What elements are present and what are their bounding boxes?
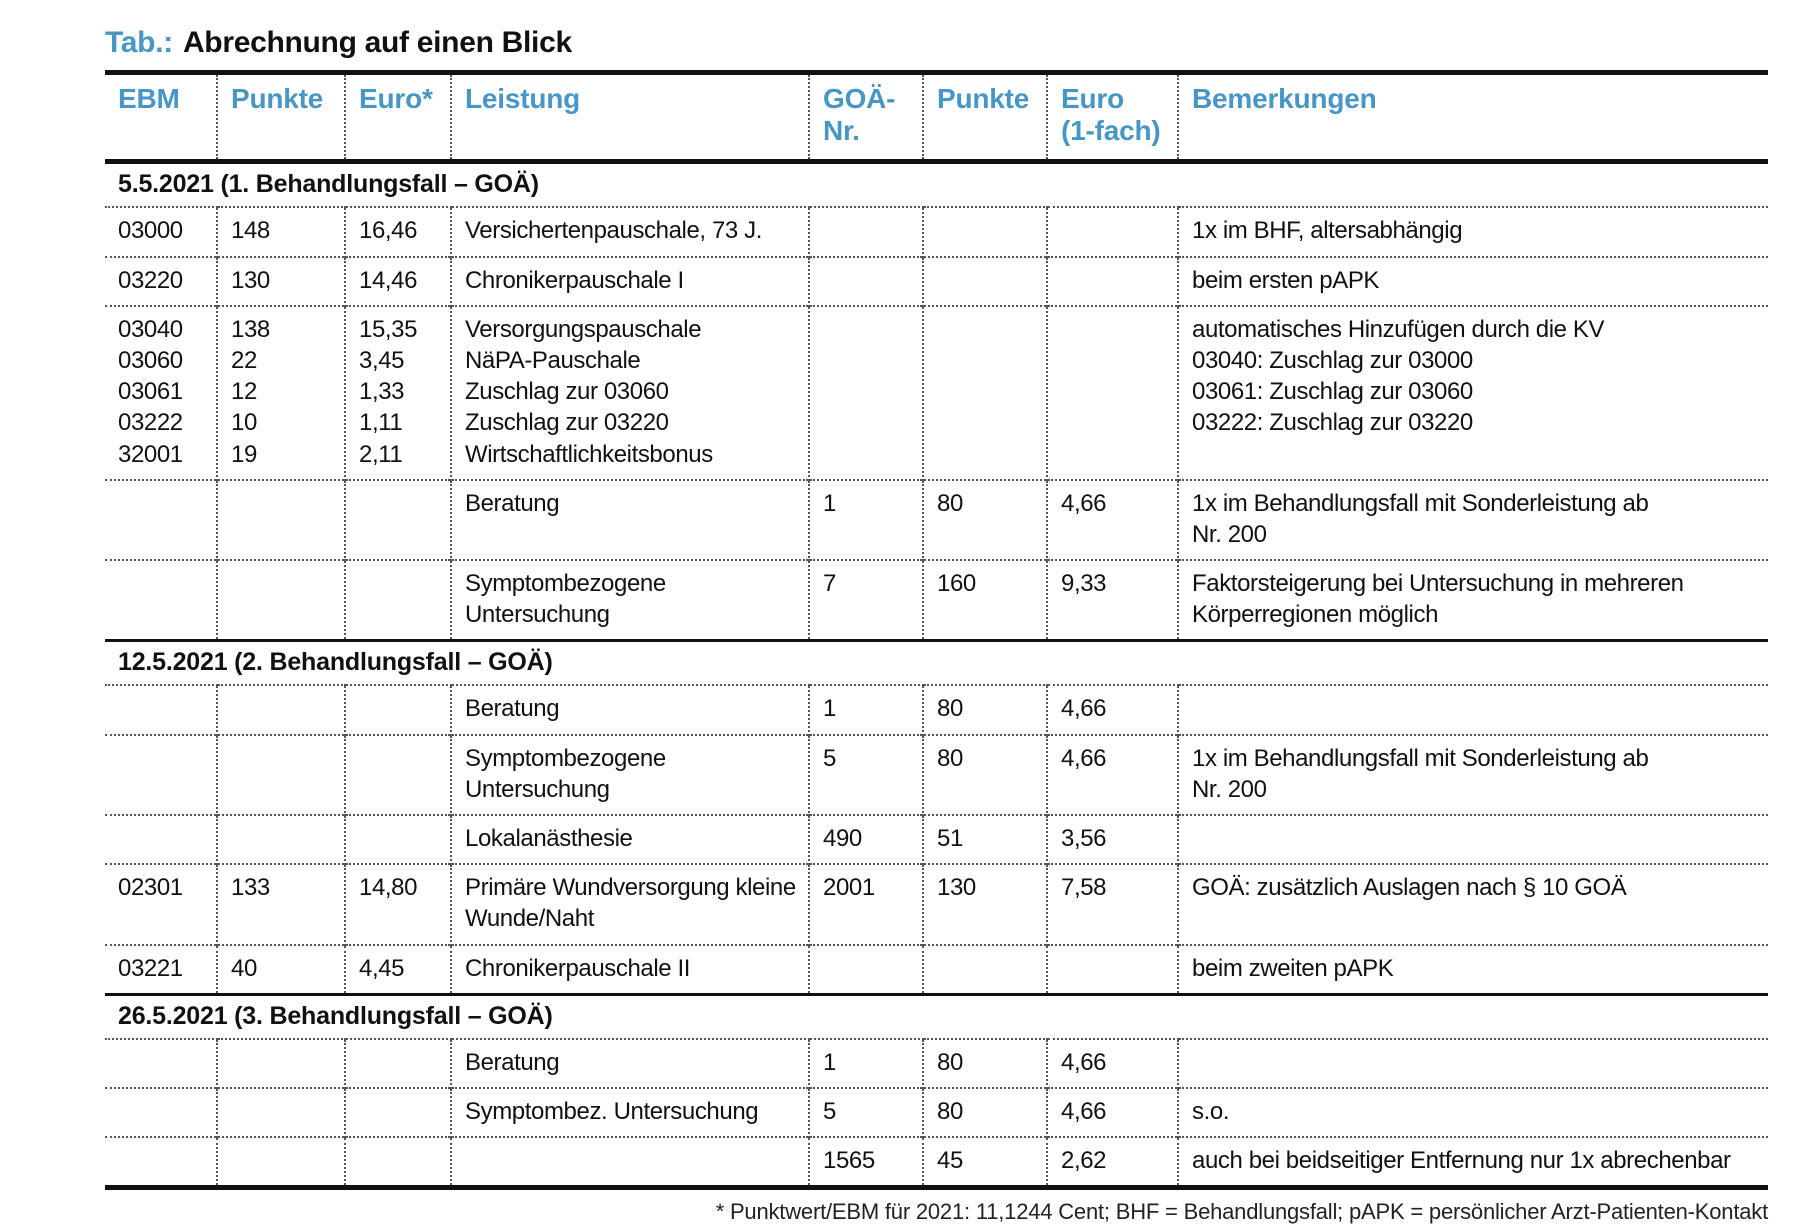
cell-punkte-goae (923, 945, 1047, 995)
cell-goae-nr: 7 (809, 560, 923, 641)
cell-euro-goae: 9,33 (1047, 560, 1178, 641)
column-header-euro-ebm: Euro* (345, 73, 451, 162)
cell-punkte-ebm (217, 735, 345, 815)
column-header-bemerkungen: Bemerkungen (1178, 73, 1768, 162)
cell-punkte-goae: 130 (923, 864, 1047, 944)
cell-ebm: 03220 (105, 257, 217, 306)
cell-goae-nr: 2001 (809, 864, 923, 944)
cell-bemerkungen: beim ersten pAPK (1178, 257, 1768, 306)
cell-goae-nr: 490 (809, 815, 923, 864)
cell-punkte-goae (923, 257, 1047, 306)
cell-punkte-goae: 80 (923, 1088, 1047, 1137)
cell-euro-goae: 4,66 (1047, 1088, 1178, 1137)
cell-punkte-goae: 51 (923, 815, 1047, 864)
cell-euro-ebm (345, 1137, 451, 1188)
cell-punkte-ebm: 133 (217, 864, 345, 944)
cell-ebm: 03040 03060 03061 03222 32001 (105, 306, 217, 480)
cell-punkte-goae: 45 (923, 1137, 1047, 1188)
cell-leistung: Primäre Wundversorgung kleine Wunde/Naht (451, 864, 809, 944)
cell-leistung: Versichertenpauschale, 73 J. (451, 207, 809, 256)
cell-euro-goae: 2,62 (1047, 1137, 1178, 1188)
cell-euro-goae: 4,66 (1047, 735, 1178, 815)
cell-bemerkungen: Faktorsteigerung bei Untersuchung in mehreren Körperregionen möglich (1178, 560, 1768, 641)
table-row (105, 685, 1768, 734)
cell-euro-goae: 4,66 (1047, 1039, 1178, 1088)
table-row (105, 480, 1768, 560)
cell-punkte-goae: 80 (923, 735, 1047, 815)
table-row (105, 560, 1768, 641)
cell-euro-ebm (345, 480, 451, 560)
cell-euro-ebm (345, 1088, 451, 1137)
cell-punkte-ebm (217, 480, 345, 560)
cell-euro-goae (1047, 207, 1178, 256)
billing-table (105, 70, 1768, 1190)
cell-bemerkungen: 1x im BHF, altersabhängig (1178, 207, 1768, 256)
table-row (105, 207, 1768, 256)
table-body (105, 162, 1768, 1188)
cell-ebm (105, 560, 217, 641)
cell-bemerkungen (1178, 685, 1768, 734)
cell-euro-goae: 7,58 (1047, 864, 1178, 944)
cell-leistung: Versorgungspauschale NäPA-Pauschale Zuschlag zur 03060 Zuschlag zur 03220 Wirtschaftlichkeitsbonus (451, 306, 809, 480)
cell-goae-nr: 1 (809, 685, 923, 734)
cell-ebm: 03221 (105, 945, 217, 995)
cell-leistung: Chronikerpauschale I (451, 257, 809, 306)
cell-leistung (451, 1137, 809, 1188)
cell-ebm (105, 1039, 217, 1088)
cell-punkte-ebm (217, 1039, 345, 1088)
cell-ebm (105, 685, 217, 734)
cell-euro-goae: 4,66 (1047, 480, 1178, 560)
cell-euro-goae (1047, 945, 1178, 995)
cell-punkte-ebm (217, 815, 345, 864)
cell-punkte-ebm (217, 1137, 345, 1188)
table-row (105, 864, 1768, 944)
table-row (105, 257, 1768, 306)
table-row (105, 1088, 1768, 1137)
cell-goae-nr: 5 (809, 1088, 923, 1137)
cell-leistung: Beratung (451, 685, 809, 734)
section-row (105, 641, 1768, 686)
table-header (105, 73, 1768, 162)
cell-ebm: 02301 (105, 864, 217, 944)
column-header-ebm: EBM (105, 73, 217, 162)
column-header-goae-nr: GOÄ- Nr. (809, 73, 923, 162)
section-row (105, 994, 1768, 1039)
cell-ebm (105, 735, 217, 815)
cell-punkte-goae (923, 306, 1047, 480)
cell-ebm (105, 1088, 217, 1137)
cell-punkte-ebm: 138 22 12 10 19 (217, 306, 345, 480)
cell-euro-ebm: 4,45 (345, 945, 451, 995)
cell-euro-ebm (345, 735, 451, 815)
column-header-punkte-goae: Punkte (923, 73, 1047, 162)
cell-bemerkungen (1178, 815, 1768, 864)
cell-euro-ebm: 14,46 (345, 257, 451, 306)
cell-euro-goae (1047, 306, 1178, 480)
cell-leistung: Chronikerpauschale II (451, 945, 809, 995)
cell-bemerkungen (1178, 1039, 1768, 1088)
cell-punkte-goae: 80 (923, 685, 1047, 734)
cell-leistung: Lokalanästhesie (451, 815, 809, 864)
title-text: Abrechnung auf einen Blick (182, 26, 572, 59)
cell-leistung: Symptombezogene Untersuchung (451, 560, 809, 641)
cell-goae-nr (809, 207, 923, 256)
cell-punkte-ebm: 148 (217, 207, 345, 256)
cell-punkte-ebm: 130 (217, 257, 345, 306)
cell-euro-ebm (345, 560, 451, 641)
section-heading: 26.5.2021 (3. Behandlungsfall – GOÄ) (105, 994, 1768, 1039)
table-row (105, 735, 1768, 815)
cell-goae-nr: 1 (809, 1039, 923, 1088)
table-row (105, 1137, 1768, 1188)
table-row (105, 1039, 1768, 1088)
column-header-leistung: Leistung (451, 73, 809, 162)
header-row (105, 73, 1768, 162)
cell-bemerkungen: GOÄ: zusätzlich Auslagen nach § 10 GOÄ (1178, 864, 1768, 944)
footnote: * Punktwert/EBM für 2021: 11,1244 Cent; BHF = Behandlungsfall; pAPK = persönlicher Arzt-Patienten-Kontakt (715, 1199, 1768, 1225)
cell-bemerkungen: auch bei beidseitiger Entfernung nur 1x abrechenbar (1178, 1137, 1768, 1188)
column-header-euro-goae: Euro (1-fach) (1047, 73, 1178, 162)
cell-bemerkungen: automatisches Hinzufügen durch die KV 03040: Zuschlag zur 03000 03061: Zuschlag zur 03060 03222: Zuschlag zur 03220 (1178, 306, 1768, 480)
cell-punkte-goae: 80 (923, 480, 1047, 560)
cell-euro-goae: 3,56 (1047, 815, 1178, 864)
table-row (105, 306, 1768, 480)
cell-leistung: Beratung (451, 1039, 809, 1088)
cell-euro-ebm: 14,80 (345, 864, 451, 944)
cell-bemerkungen: s.o. (1178, 1088, 1768, 1137)
cell-punkte-ebm: 40 (217, 945, 345, 995)
cell-leistung: Symptombezogene Untersuchung (451, 735, 809, 815)
cell-punkte-goae: 80 (923, 1039, 1047, 1088)
cell-punkte-ebm (217, 560, 345, 641)
cell-punkte-ebm (217, 1088, 345, 1137)
cell-leistung: Symptombez. Untersuchung (451, 1088, 809, 1137)
section-heading: 12.5.2021 (2. Behandlungsfall – GOÄ) (105, 641, 1768, 686)
column-header-punkte-ebm: Punkte (217, 73, 345, 162)
table-row (105, 945, 1768, 995)
cell-punkte-goae: 160 (923, 560, 1047, 641)
cell-goae-nr (809, 257, 923, 306)
cell-euro-ebm (345, 1039, 451, 1088)
cell-punkte-goae (923, 207, 1047, 256)
cell-goae-nr: 5 (809, 735, 923, 815)
cell-euro-ebm (345, 685, 451, 734)
cell-bemerkungen: 1x im Behandlungsfall mit Sonderleistung ab Nr. 200 (1178, 735, 1768, 815)
cell-euro-goae (1047, 257, 1178, 306)
section-heading: 5.5.2021 (1. Behandlungsfall – GOÄ) (105, 162, 1768, 208)
cell-euro-ebm: 15,35 3,45 1,33 1,11 2,11 (345, 306, 451, 480)
cell-euro-ebm (345, 815, 451, 864)
cell-ebm: 03000 (105, 207, 217, 256)
cell-goae-nr (809, 306, 923, 480)
cell-goae-nr: 1565 (809, 1137, 923, 1188)
cell-ebm (105, 815, 217, 864)
cell-bemerkungen: beim zweiten pAPK (1178, 945, 1768, 995)
cell-bemerkungen: 1x im Behandlungsfall mit Sonderleistung ab Nr. 200 (1178, 480, 1768, 560)
title-prefix: Tab.: (105, 26, 173, 59)
section-row (105, 162, 1768, 208)
cell-ebm (105, 1137, 217, 1188)
cell-leistung: Beratung (451, 480, 809, 560)
page-title (105, 26, 1808, 60)
cell-punkte-ebm (217, 685, 345, 734)
cell-euro-goae: 4,66 (1047, 685, 1178, 734)
table-row (105, 815, 1768, 864)
cell-goae-nr (809, 945, 923, 995)
cell-euro-ebm: 16,46 (345, 207, 451, 256)
cell-ebm (105, 480, 217, 560)
cell-goae-nr: 1 (809, 480, 923, 560)
